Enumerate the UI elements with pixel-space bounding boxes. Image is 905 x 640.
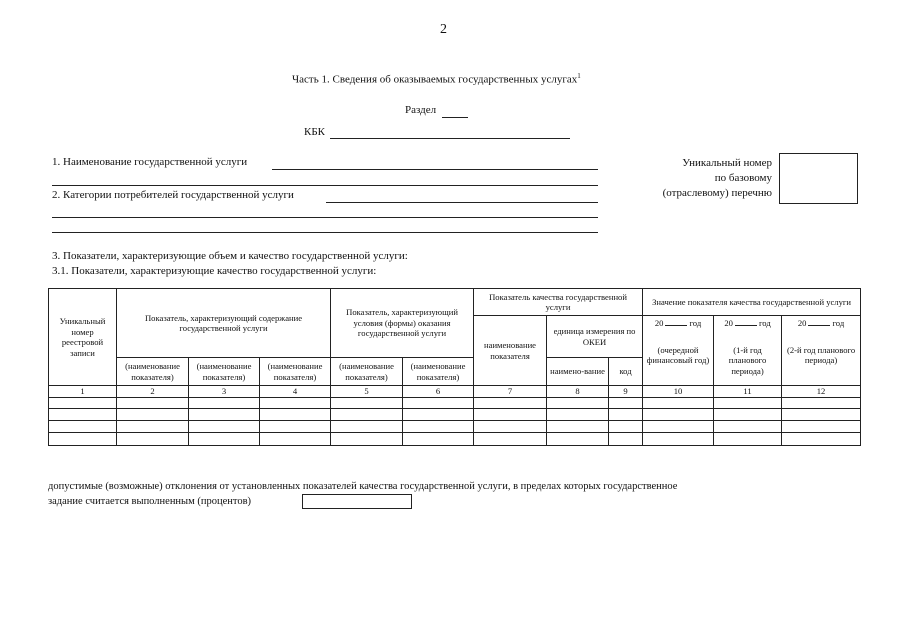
- col-number-7: 7: [474, 386, 547, 398]
- service-name-label: 1. Наименование государственной услуги: [52, 156, 248, 168]
- col-number-2: 2: [117, 386, 189, 398]
- quality-indicators-table: [48, 288, 861, 446]
- year-1-blank[interactable]: [665, 316, 687, 326]
- unique-number-label-line1: Уникальный номер: [682, 157, 772, 169]
- consumer-category-label: 2. Категории потребителей государственной услуги: [52, 189, 294, 201]
- table-row[interactable]: [49, 433, 861, 446]
- col-number-1: 1: [49, 386, 117, 398]
- header-unit-code: код: [609, 358, 643, 386]
- year-3-desc: (2-й год планового периода): [786, 344, 856, 365]
- consumer-category-field-line2[interactable]: [52, 217, 598, 218]
- header-quality-indicator: Показатель качества государственной услуги: [474, 289, 643, 316]
- page-title: [292, 72, 581, 86]
- year-2-desc: (1-й год планового периода): [728, 344, 767, 376]
- deviation-percent-input[interactable]: [302, 494, 412, 509]
- footnote-mark: 1: [577, 72, 581, 80]
- page-number: 2: [440, 22, 447, 37]
- header-conditions-name-2: (наименование показателя): [403, 358, 474, 386]
- deviation-text-line2: задание считается выполненным (процентов): [48, 496, 252, 507]
- quality-indicators-heading: 3.1. Показатели, характеризующие качество государственной услуги:: [52, 265, 377, 277]
- consumer-category-field[interactable]: [326, 202, 598, 203]
- section-field[interactable]: [442, 117, 468, 118]
- header-year-2: [714, 316, 782, 386]
- service-name-field[interactable]: [272, 169, 598, 170]
- header-unit-name: наимено-вание: [547, 358, 609, 386]
- header-conditions-name-1: (наименование показателя): [331, 358, 403, 386]
- year-3-blank[interactable]: [808, 316, 830, 326]
- col-number-12: 12: [782, 386, 861, 398]
- header-okei-unit: единица измерения по ОКЕИ: [547, 316, 643, 358]
- unique-number-box[interactable]: [779, 153, 858, 204]
- year-1-prefix: 20: [654, 318, 664, 328]
- deviation-text-line1: допустимые (возможные) отклонения от установленных показателей качества государственной услуги, в пределах которых государственное: [48, 481, 678, 492]
- table-row[interactable]: [49, 421, 861, 433]
- section-label: Раздел: [405, 104, 437, 116]
- col-number-5: 5: [331, 386, 403, 398]
- column-number-row: [49, 386, 861, 398]
- header-unique-number: Уникальный номер реестровой записи: [49, 289, 117, 386]
- header-content-name-3: (наименование показателя): [260, 358, 331, 386]
- header-content-name-2: (наименование показателя): [189, 358, 260, 386]
- col-number-11: 11: [714, 386, 782, 398]
- indicators-heading: 3. Показатели, характеризующие объем и качество государственной услуги:: [52, 250, 408, 262]
- col-number-10: 10: [643, 386, 714, 398]
- header-conditions-indicator: Показатель, характеризующий условия (формы) оказания государственной услуги: [331, 289, 474, 358]
- header-quality-value: Значение показателя качества государственной услуги: [643, 289, 861, 316]
- col-number-8: 8: [547, 386, 609, 398]
- unique-number-label: [640, 156, 772, 201]
- service-name-field-line2[interactable]: [52, 185, 598, 186]
- year-1-suffix: год: [689, 318, 702, 328]
- header-year-1: [643, 316, 714, 386]
- table-row[interactable]: [49, 398, 861, 409]
- year-2-prefix: 20: [724, 318, 733, 328]
- header-content-name-1: (наименование показателя): [117, 358, 189, 386]
- table-row[interactable]: [49, 409, 861, 421]
- year-3-prefix: 20: [797, 318, 807, 328]
- col-number-6: 6: [403, 386, 474, 398]
- year-1-desc: (очередной финансовый год): [646, 344, 710, 365]
- col-number-9: 9: [609, 386, 643, 398]
- unique-number-label-line3: (отраслевому) перечню: [662, 187, 772, 199]
- header-quality-name: наименование показателя: [474, 316, 547, 386]
- kbk-field[interactable]: [330, 138, 570, 139]
- year-3-suffix: год: [832, 318, 845, 328]
- year-2-blank[interactable]: [735, 316, 757, 326]
- col-number-4: 4: [260, 386, 331, 398]
- unique-number-label-line2: по базовому: [714, 172, 772, 184]
- year-2-suffix: год: [758, 318, 771, 328]
- consumer-category-field-line3[interactable]: [52, 232, 598, 233]
- page-title-text: Часть 1. Сведения об оказываемых государственных услугах: [292, 73, 578, 86]
- header-year-3: [782, 316, 861, 386]
- header-content-indicator: Показатель, характеризующий содержание государственной услуги: [117, 289, 331, 358]
- kbk-label: КБК: [304, 126, 325, 138]
- col-number-3: 3: [189, 386, 260, 398]
